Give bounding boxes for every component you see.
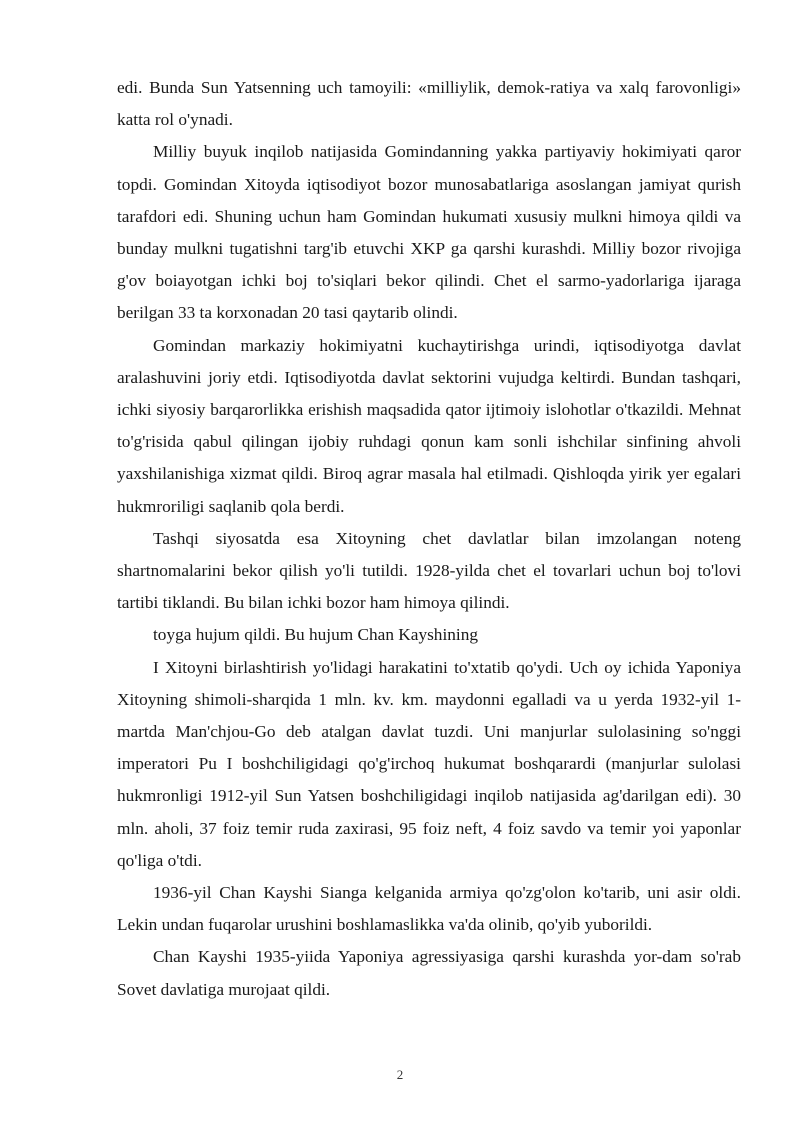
paragraph-6: I Xitoyni birlashtirish yo'lidagi harakatini to'xtatib qo'ydi. Uch oy ichida Yaponiya Xitoyning shimoli-sharqida 1 mln. kv. km. maydonni egalladi va u yerda 1932-yil 1-martda Man'chjou-Go deb atalgan davlat tuzdi. Uni manjurlar sulolasining so'nggi imperatori Pu I boshchiligidagi qo'g'irchoq hukumat boshqarardi (manjurlar sulolasi hukmronligi 1912-yil Sun Yatsen boshchiligidagi inqilob natijasida ag'darilgan edi). 30 mln. aholi, 37 foiz temir ruda zaxirasi, 95 foiz neft, 4 foiz savdo va temir yoi yaponlar qo'liga o'tdi. bbox=[117, 657, 741, 870]
paragraph-2: Milliy buyuk inqilob natijasida Gomindanning yakka partiyaviy hokimiyati qaror topdi. Gomindan Xitoyda iqtisodiyot bozor munosabatlariga asoslangan jamiyat qurish tarafdori edi. Shuning uchun ham Gomindan hukumati xususiy mulkni himoya qildi va bunday mulkni tugatishni targ'ib etuvchi XKP ga qarshi kurashdi. Milliy bozor rivojiga g'ov boiayotgan ichki boj to'siqlari bekor qilindi. Chet el sarmo-yadorlariga ijaraga berilgan 33 ta korxonadan 20 tasi qaytarib olindi. bbox=[117, 142, 741, 323]
paragraph-8: Chan Kayshi 1935-yiida Yaponiya agressiyasiga qarshi kurashda yor-dam so'rab Sovet davlatiga murojaat qildi. bbox=[117, 947, 741, 999]
paragraph-1: edi. Bunda Sun Yatsenning uch tamoyili: «milliylik, demok-ratiya va xalq farovonligi» katta rol o'ynadi. bbox=[117, 78, 741, 130]
paragraph-3: Gomindan markaziy hokimiyatni kuchaytirishga urindi, iqtisodiyotga davlat aralashuvini joriy etdi. Iqtisodiyotda davlat sektorini vujudga keltirdi. Bundan tashqari, ichki siyosiy barqarorlikka erishish maqsadida qator ijtimoiy islohotlar o'tkazildi. Mehnat to'g'risida qabul qilingan ijobiy ruhdagi qonun kam sonli ishchilar sinfining ahvoli yaxshilanishiga xizmat qildi. Biroq agrar masala hal etilmadi. Qishloqda yirik yer egalari hukmroriligi saqlanib qola berdi. bbox=[117, 335, 741, 516]
paragraph-5: toyga hujum qildi. Bu hujum Chan Kayshining bbox=[153, 625, 478, 645]
page-number: 2 bbox=[396, 1067, 404, 1082]
document-body bbox=[117, 72, 741, 1006]
paragraph-4: Tashqi siyosatda esa Xitoyning chet davlatlar bilan imzolangan noteng shartnomalarini bekor qilish yo'li tutildi. 1928-yilda chet el tovarlari uchun boj to'lovi tartibi tiklandi. Bu bilan ichki bozor ham himoya qilindi. bbox=[117, 528, 741, 613]
paragraph-7: 1936-yil Chan Kayshi Sianga kelganida armiya qo'zg'olon ko'tarib, uni asir oldi. Lekin undan fuqarolar urushini boshlamaslikka va'da olinib, qo'yib yuborildi. bbox=[117, 883, 741, 935]
